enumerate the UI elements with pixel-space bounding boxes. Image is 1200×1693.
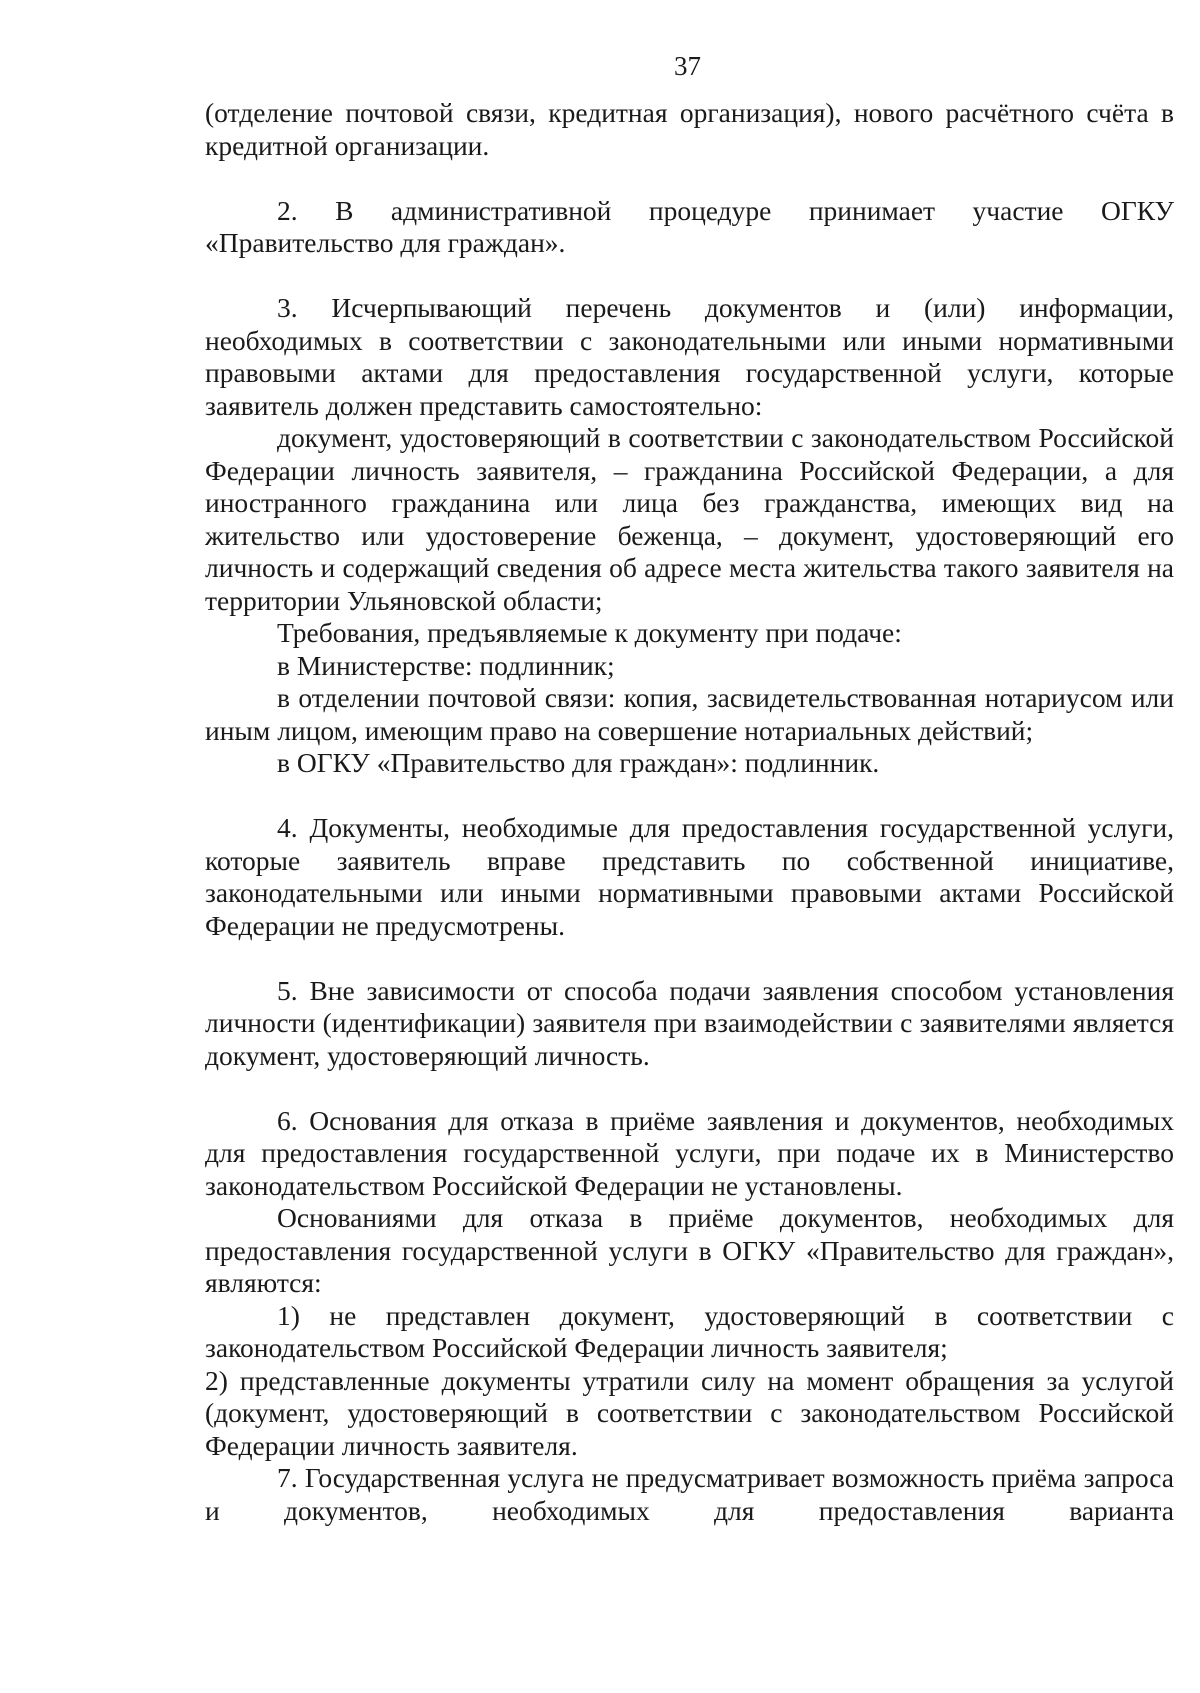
- paragraph-continuation: (отделение почтовой связи, кредитная организация), нового расчётного счёта в кредитной организации.: [205, 97, 1174, 161]
- paragraph-item-2: 2. В административной процедуре принимает участие ОГКУ «Правительство для граждан».: [205, 194, 1174, 258]
- paragraph-ministry: в Министерстве: подлинник;: [277, 649, 615, 681]
- paragraph-post-office: в отделении почтовой связи: копия, засвидетельствованная нотариусом или иным лицом, имеющим право на совершение нотариальных действий;: [205, 682, 1174, 746]
- paragraph-subitem-1: 1) не представлен документ, удостоверяющий в соответствии с законодательством Российской Федерации личность заявителя;: [205, 1299, 1174, 1363]
- paragraph-refusal-grounds: Основаниями для отказа в приёме документов, необходимых для предоставления государственной услуги в ОГКУ «Правительство для граждан», являются:: [205, 1202, 1174, 1298]
- paragraph-identity-document: документ, удостоверяющий в соответствии с законодательством Российской Федерации личность заявителя, – гражданина Российской Федерации, а для иностранного гражданина или лица без гражданства, имеющих вид на жительство или удостоверение беженца, – документ, удостоверяющий его личность и содержащий сведения об адресе места жительства такого заявителя на территории Ульяновской области;: [205, 422, 1174, 616]
- document-body: [205, 97, 1174, 1527]
- paragraph-requirements: Требования, предъявляемые к документу при подаче:: [277, 617, 902, 648]
- paragraph-item-3: 3. Исчерпывающий перечень документов и (или) информации, необходимых в соответствии с законодательными или иными нормативными правовыми актами для предоставления государственной услуги, которые заявитель должен представить самостоятельно:: [205, 292, 1174, 421]
- paragraph-item-6: 6. Основания для отказа в приёме заявления и документов, необходимых для предоставления государственной услуги, при подаче их в Министерство законодательством Российской Федерации не установлены.: [205, 1104, 1174, 1201]
- paragraph-ogku: в ОГКУ «Правительство для граждан»: подлинник.: [277, 747, 880, 778]
- page-number: 37: [674, 51, 701, 81]
- paragraph-subitem-2: 2) представленные документы утратили силу на момент обращения за услугой (документ, удостоверяющий в соответствии с законодательством Российской Федерации личность заявителя.: [205, 1364, 1174, 1461]
- paragraph-item-7: 7. Государственная услуга не предусматривает возможность приёма запроса и документов, необходимых для предоставления варианта: [205, 1462, 1174, 1526]
- paragraph-item-5: 5. Вне зависимости от способа подачи заявления способом установления личности (идентификации) заявителя при взаимодействии с заявителями является документ, удостоверяющий личность.: [205, 974, 1174, 1071]
- paragraph-item-4: 4. Документы, необходимые для предоставления государственной услуги, которые заявитель вправе представить по собственной инициативе, законодательными или иными нормативными правовыми актами Российской Федерации не предусмотрены.: [205, 812, 1174, 941]
